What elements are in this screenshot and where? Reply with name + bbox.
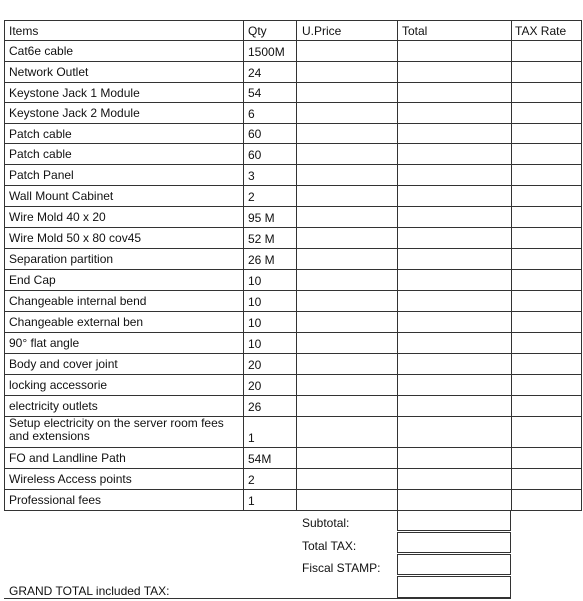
row-unit-price-cell[interactable]: [297, 62, 397, 82]
grand-total-value-box[interactable]: [397, 576, 511, 598]
row-total-cell[interactable]: [398, 333, 511, 353]
header-tax-rate: TAX Rate: [515, 24, 567, 38]
row-tax-rate-cell[interactable]: [512, 103, 581, 123]
row-total-cell[interactable]: [398, 375, 511, 395]
row-qty: 24: [248, 66, 262, 80]
header-items: Items: [9, 24, 39, 38]
row-qty: 10: [248, 274, 262, 288]
header-unit-price: U.Price: [302, 24, 342, 38]
row-unit-price-cell[interactable]: [297, 448, 397, 468]
row-tax-rate-cell[interactable]: [512, 124, 581, 143]
total-tax-label: Total TAX:: [302, 539, 357, 553]
row-total-cell[interactable]: [398, 354, 511, 374]
column-line: [4, 20, 5, 511]
row-qty: 26: [248, 400, 262, 414]
row-unit-price-cell[interactable]: [297, 249, 397, 269]
row-total-cell[interactable]: [398, 124, 511, 143]
row-item-name: Patch cable: [9, 127, 72, 141]
row-unit-price-cell[interactable]: [297, 417, 397, 447]
row-item-name: 90° flat angle: [9, 336, 80, 350]
row-item-name: Professional fees: [9, 493, 102, 507]
row-item-name: Separation partition: [9, 252, 114, 266]
row-total-cell[interactable]: [398, 41, 511, 61]
row-qty: 6: [248, 107, 255, 121]
row-total-cell[interactable]: [398, 186, 511, 206]
row-tax-rate-cell[interactable]: [512, 291, 581, 311]
row-item-name: Patch Panel: [9, 168, 74, 182]
row-item-name: Body and cover joint: [9, 357, 118, 371]
row-tax-rate-cell[interactable]: [512, 354, 581, 374]
row-item-name: Wall Mount Cabinet: [9, 189, 114, 203]
row-tax-rate-cell[interactable]: [512, 469, 581, 489]
row-tax-rate-cell[interactable]: [512, 144, 581, 164]
row-unit-price-cell[interactable]: [297, 490, 397, 510]
row-total-cell[interactable]: [398, 396, 511, 416]
row-item-name: Changeable external ben: [9, 315, 144, 329]
row-tax-rate-cell[interactable]: [512, 312, 581, 332]
row-unit-price-cell[interactable]: [297, 124, 397, 143]
row-tax-rate-cell[interactable]: [512, 41, 581, 61]
row-unit-price-cell[interactable]: [297, 144, 397, 164]
row-total-cell[interactable]: [398, 207, 511, 227]
row-tax-rate-cell[interactable]: [512, 490, 581, 510]
row-qty: 26 M: [248, 253, 275, 267]
row-unit-price-cell[interactable]: [297, 333, 397, 353]
row-tax-rate-cell[interactable]: [512, 228, 581, 248]
row-unit-price-cell[interactable]: [297, 103, 397, 123]
row-unit-price-cell[interactable]: [297, 41, 397, 61]
row-total-cell[interactable]: [398, 469, 511, 489]
row-qty: 10: [248, 337, 262, 351]
row-unit-price-cell[interactable]: [297, 375, 397, 395]
row-item-name: FO and Landline Path: [9, 451, 126, 465]
row-total-cell[interactable]: [398, 144, 511, 164]
grand-total-label: GRAND TOTAL included TAX:: [9, 584, 170, 598]
row-unit-price-cell[interactable]: [297, 396, 397, 416]
header-qty: Qty: [248, 24, 267, 38]
row-unit-price-cell[interactable]: [297, 186, 397, 206]
row-total-cell[interactable]: [398, 249, 511, 269]
row-item-name: Setup electricity on the server room fees and extensions: [9, 416, 224, 443]
row-item-name: Network Outlet: [9, 65, 89, 79]
row-qty: 52 M: [248, 232, 275, 246]
row-tax-rate-cell[interactable]: [512, 396, 581, 416]
row-qty: 10: [248, 316, 262, 330]
total-tax-value-box[interactable]: [397, 532, 511, 553]
row-tax-rate-cell[interactable]: [512, 207, 581, 227]
row-item-name: Changeable internal bend: [9, 294, 147, 308]
row-qty: 2: [248, 190, 255, 204]
row-item-name: Keystone Jack 1 Module: [9, 86, 140, 100]
row-qty: 2: [248, 473, 255, 487]
grand-total-underline: [4, 598, 511, 599]
row-tax-rate-cell[interactable]: [512, 249, 581, 269]
row-item-name: locking accessorie: [9, 378, 108, 392]
row-qty: 95 M: [248, 211, 275, 225]
row-item-name: Wire Mold 40 x 20: [9, 210, 106, 224]
row-qty: 54: [248, 86, 262, 100]
row-total-cell[interactable]: [398, 448, 511, 468]
row-unit-price-cell[interactable]: [297, 469, 397, 489]
row-item-name: End Cap: [9, 273, 56, 287]
row-tax-rate-cell[interactable]: [512, 375, 581, 395]
row-tax-rate-cell[interactable]: [512, 165, 581, 185]
row-unit-price-cell[interactable]: [297, 165, 397, 185]
row-unit-price-cell[interactable]: [297, 291, 397, 311]
row-unit-price-cell[interactable]: [297, 228, 397, 248]
subtotal-label: Subtotal:: [302, 516, 350, 530]
subtotal-value-box[interactable]: [397, 510, 511, 531]
row-tax-rate-cell[interactable]: [512, 417, 581, 447]
row-qty: 60: [248, 148, 262, 162]
row-item-name: Patch cable: [9, 147, 72, 161]
row-unit-price-cell[interactable]: [297, 270, 397, 290]
row-item-name: Wireless Access points: [9, 472, 132, 486]
row-total-cell[interactable]: [398, 270, 511, 290]
row-total-cell[interactable]: [398, 228, 511, 248]
row-total-cell[interactable]: [398, 291, 511, 311]
row-total-cell[interactable]: [398, 62, 511, 82]
row-item-name: Cat6e cable: [9, 44, 74, 58]
row-tax-rate-cell[interactable]: [512, 270, 581, 290]
row-total-cell[interactable]: [398, 312, 511, 332]
column-line: [581, 20, 582, 511]
row-tax-rate-cell[interactable]: [512, 448, 581, 468]
row-tax-rate-cell[interactable]: [512, 333, 581, 353]
row-unit-price-cell[interactable]: [297, 207, 397, 227]
row-tax-rate-cell[interactable]: [512, 186, 581, 206]
row-tax-rate-cell[interactable]: [512, 62, 581, 82]
row-tax-rate-cell[interactable]: [512, 83, 581, 102]
fiscal-stamp-value-box[interactable]: [397, 554, 511, 575]
row-qty: 20: [248, 379, 262, 393]
fiscal-stamp-label: Fiscal STAMP:: [302, 561, 381, 575]
row-unit-price-cell[interactable]: [297, 83, 397, 102]
row-qty: 20: [248, 358, 262, 372]
row-line: [4, 20, 582, 21]
row-qty: 3: [248, 169, 255, 183]
row-item-name: Keystone Jack 2 Module: [9, 106, 140, 120]
row-item-name: Wire Mold 50 x 80 cov45: [9, 231, 142, 245]
row-qty: 1: [248, 494, 255, 508]
row-total-cell[interactable]: [398, 83, 511, 102]
row-total-cell[interactable]: [398, 103, 511, 123]
row-qty: 54M: [248, 452, 272, 466]
row-qty: 1500M: [248, 45, 285, 59]
row-total-cell[interactable]: [398, 490, 511, 510]
row-total-cell[interactable]: [398, 165, 511, 185]
row-unit-price-cell[interactable]: [297, 354, 397, 374]
row-qty: 1: [248, 431, 255, 445]
row-total-cell[interactable]: [398, 417, 511, 447]
row-item-name: electricity outlets: [9, 399, 98, 413]
header-total: Total: [402, 24, 428, 38]
row-qty: 10: [248, 295, 262, 309]
row-qty: 60: [248, 127, 262, 141]
row-unit-price-cell[interactable]: [297, 312, 397, 332]
